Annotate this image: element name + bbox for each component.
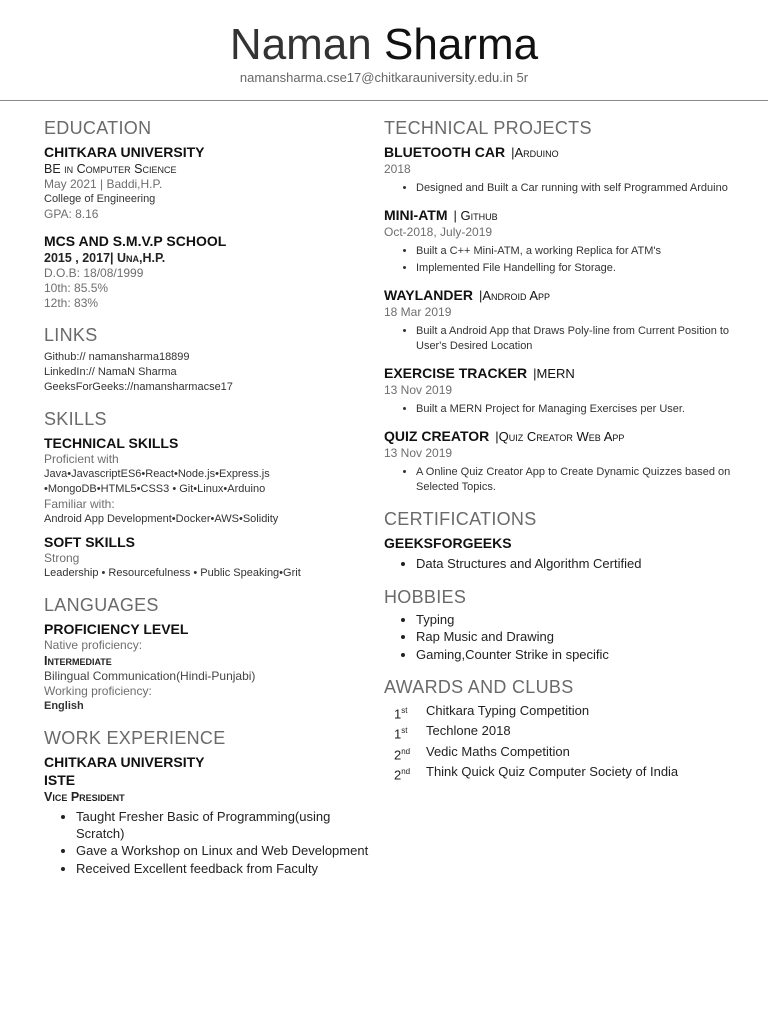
project-name: QUIZ CREATOR bbox=[384, 428, 490, 444]
section-title: TECHNICAL PROJECTS bbox=[384, 118, 592, 138]
project-heading bbox=[384, 286, 744, 305]
place-suffix: nd bbox=[401, 766, 411, 776]
project-entry bbox=[384, 143, 744, 196]
section-title: WORK EXPERIENCE bbox=[44, 728, 226, 748]
place-suffix: st bbox=[401, 726, 408, 736]
project-date: 13 Nov 2019 bbox=[384, 446, 453, 460]
project-date: 2018 bbox=[384, 162, 411, 176]
working-label: Working proficiency: bbox=[44, 684, 152, 698]
project-tag: | Github bbox=[453, 208, 498, 223]
place-number: 1 bbox=[394, 726, 402, 742]
award-place bbox=[394, 702, 426, 722]
work-role: Vice President bbox=[44, 790, 125, 804]
list-item: • Built a Android App that Draws Poly-line from Current Position to User's Desired Location bbox=[416, 324, 744, 354]
gpa: GPA: 8.16 bbox=[44, 207, 99, 221]
list-item: • Gaming,Counter Strike in specific bbox=[416, 647, 744, 664]
list-item: • Implemented File Handelling for Storage. bbox=[416, 261, 744, 276]
list-item: • A Online Quiz Creator App to Create Dynamic Quizzes based on Selected Topics. bbox=[416, 465, 744, 495]
list-item: • Typing bbox=[416, 612, 744, 629]
twelfth-score: 12th: 83% bbox=[44, 296, 99, 310]
working-value: English bbox=[44, 700, 84, 712]
award-item bbox=[384, 743, 744, 763]
project-tag: |Android App bbox=[478, 288, 551, 303]
tenth-score: 10th: 85.5% bbox=[44, 281, 109, 295]
section-title: HOBBIES bbox=[384, 586, 467, 607]
project-name: MINI-ATM bbox=[384, 207, 448, 223]
resume-header bbox=[0, 0, 768, 101]
list-item: • Rap Music and Drawing bbox=[416, 629, 744, 646]
award-text: Techlone 2018 bbox=[426, 723, 511, 739]
project-name: BLUETOOTH CAR bbox=[384, 144, 506, 160]
candidate-name bbox=[0, 18, 768, 72]
award-place bbox=[394, 743, 426, 763]
project-entry bbox=[384, 286, 744, 354]
project-entry bbox=[384, 206, 744, 276]
project-heading bbox=[384, 206, 744, 225]
list-item: • Built a MERN Project for Managing Exercises per User. bbox=[416, 402, 744, 417]
hobbies-list bbox=[384, 612, 744, 664]
award-text: Vedic Maths Competition bbox=[426, 743, 570, 759]
project-date: Oct-2018, July-2019 bbox=[384, 225, 493, 239]
familiar-label: Familiar with: bbox=[44, 497, 115, 511]
project-tag: |Arduino bbox=[511, 145, 559, 160]
award-item bbox=[384, 722, 744, 742]
institution: CHITKARA UNIVERSITY bbox=[44, 144, 205, 160]
github-link[interactable]: Github:// namansharma18899 bbox=[44, 351, 190, 363]
linkedin-link[interactable]: LinkedIn:// NamaN Sharma bbox=[44, 366, 177, 378]
date-place: May 2021 | Baddi,H.P. bbox=[44, 177, 163, 191]
bilingual: Bilingual Communication(Hindi-Punjabi) bbox=[44, 669, 256, 683]
degree: BE in Computer Science bbox=[44, 162, 177, 176]
strong-line: Leadership • Resourcefulness • Public Speaking•Grit bbox=[44, 567, 301, 579]
place-suffix: nd bbox=[401, 746, 411, 756]
links-section bbox=[44, 325, 374, 395]
project-tag: |Quiz Creator Web App bbox=[495, 429, 625, 444]
work-unit: ISTE bbox=[44, 772, 76, 788]
list-item: • Gave a Workshop on Linux and Web Development bbox=[76, 843, 374, 860]
proficient-line: •MongoDB•HTML5•CSS3 • Git•Linux•Arduino bbox=[44, 483, 266, 495]
native-value: Intermediate bbox=[44, 654, 112, 668]
award-item bbox=[384, 763, 744, 783]
contact-email[interactable]: namansharma.cse17@chitkarauniversity.edu.in 5r bbox=[239, 70, 529, 85]
list-item: • Received Excellent feedback from Faculty bbox=[76, 861, 374, 878]
skills-section bbox=[44, 409, 374, 581]
project-entry bbox=[384, 427, 744, 495]
section-title: SKILLS bbox=[44, 409, 107, 429]
project-heading bbox=[384, 143, 744, 162]
years-place: 2015 , 2017| Una,H.P. bbox=[44, 251, 166, 265]
list-item: • Designed and Built a Car running with self Programmed Arduino bbox=[416, 181, 744, 196]
cert-issuer: GEEKSFORGEEKS bbox=[384, 535, 512, 551]
work-bullets bbox=[44, 809, 374, 877]
project-name: EXERCISE TRACKER bbox=[384, 365, 528, 381]
left-column bbox=[44, 118, 374, 891]
work-org: CHITKARA UNIVERSITY bbox=[44, 754, 205, 770]
section-title: EDUCATION bbox=[44, 118, 152, 138]
project-bullets bbox=[384, 465, 744, 495]
section-title: LANGUAGES bbox=[44, 595, 159, 615]
award-text: Think Quick Quiz Computer Society of India bbox=[426, 763, 679, 779]
project-bullets bbox=[384, 324, 744, 354]
familiar-line: Android App Development•Docker•AWS•Solidity bbox=[44, 513, 279, 525]
proficiency-level-title: PROFICIENCY LEVEL bbox=[44, 621, 189, 637]
education-entry bbox=[44, 143, 374, 222]
proficient-label: Proficient with bbox=[44, 452, 119, 466]
project-entry bbox=[384, 364, 744, 417]
place-number: 1 bbox=[394, 706, 402, 722]
proficient-line: Java•JavascriptES6•React•Node.js•Express.js bbox=[44, 468, 270, 480]
projects-section bbox=[384, 118, 744, 495]
right-column bbox=[384, 118, 744, 797]
project-name: WAYLANDER bbox=[384, 287, 473, 303]
project-bullets bbox=[384, 244, 744, 276]
education-entry bbox=[44, 232, 374, 311]
project-heading bbox=[384, 364, 744, 383]
award-text: Chitkara Typing Competition bbox=[426, 703, 590, 718]
project-bullets bbox=[384, 181, 744, 196]
native-label: Native proficiency: bbox=[44, 638, 143, 652]
strong-label: Strong bbox=[44, 551, 80, 565]
hobbies-section bbox=[384, 587, 744, 664]
project-bullets bbox=[384, 402, 744, 417]
section-title: AWARDS AND CLUBS bbox=[384, 677, 574, 697]
awards-section bbox=[384, 677, 744, 783]
last-name: Sharma bbox=[384, 20, 539, 69]
award-place bbox=[394, 722, 426, 742]
project-date: 18 Mar 2019 bbox=[384, 305, 452, 319]
cert-list bbox=[384, 556, 744, 573]
award-place bbox=[394, 763, 426, 783]
section-title: CERTIFICATIONS bbox=[384, 509, 537, 529]
project-date: 13 Nov 2019 bbox=[384, 383, 453, 397]
section-title: LINKS bbox=[44, 325, 98, 345]
education-section bbox=[44, 118, 374, 311]
first-name: Naman bbox=[229, 20, 372, 69]
place-number: 2 bbox=[394, 767, 402, 783]
languages-section bbox=[44, 595, 374, 714]
project-tag: |MERN bbox=[533, 366, 575, 381]
list-item: • Data Structures and Algorithm Certified bbox=[416, 556, 744, 573]
institution: MCS AND S.M.V.P SCHOOL bbox=[44, 233, 227, 249]
dob: D.O.B: 18/08/1999 bbox=[44, 266, 144, 280]
place-number: 2 bbox=[394, 746, 402, 762]
project-heading bbox=[384, 427, 744, 446]
certifications-section bbox=[384, 509, 744, 573]
list-item: • Taught Fresher Basic of Programming(using Scratch) bbox=[76, 809, 374, 842]
award-item bbox=[384, 702, 744, 722]
work-section bbox=[44, 728, 374, 877]
list-item: • Built a C++ Mini-ATM, a working Replica for ATM's bbox=[416, 244, 744, 259]
place-suffix: st bbox=[401, 706, 408, 715]
college: College of Engineering bbox=[44, 193, 156, 205]
technical-skills-title: TECHNICAL SKILLS bbox=[44, 435, 179, 451]
soft-skills-title: SOFT SKILLS bbox=[44, 534, 135, 550]
geeksforgeeks-link[interactable]: GeeksForGeeks://namansharmacse17 bbox=[44, 381, 233, 393]
